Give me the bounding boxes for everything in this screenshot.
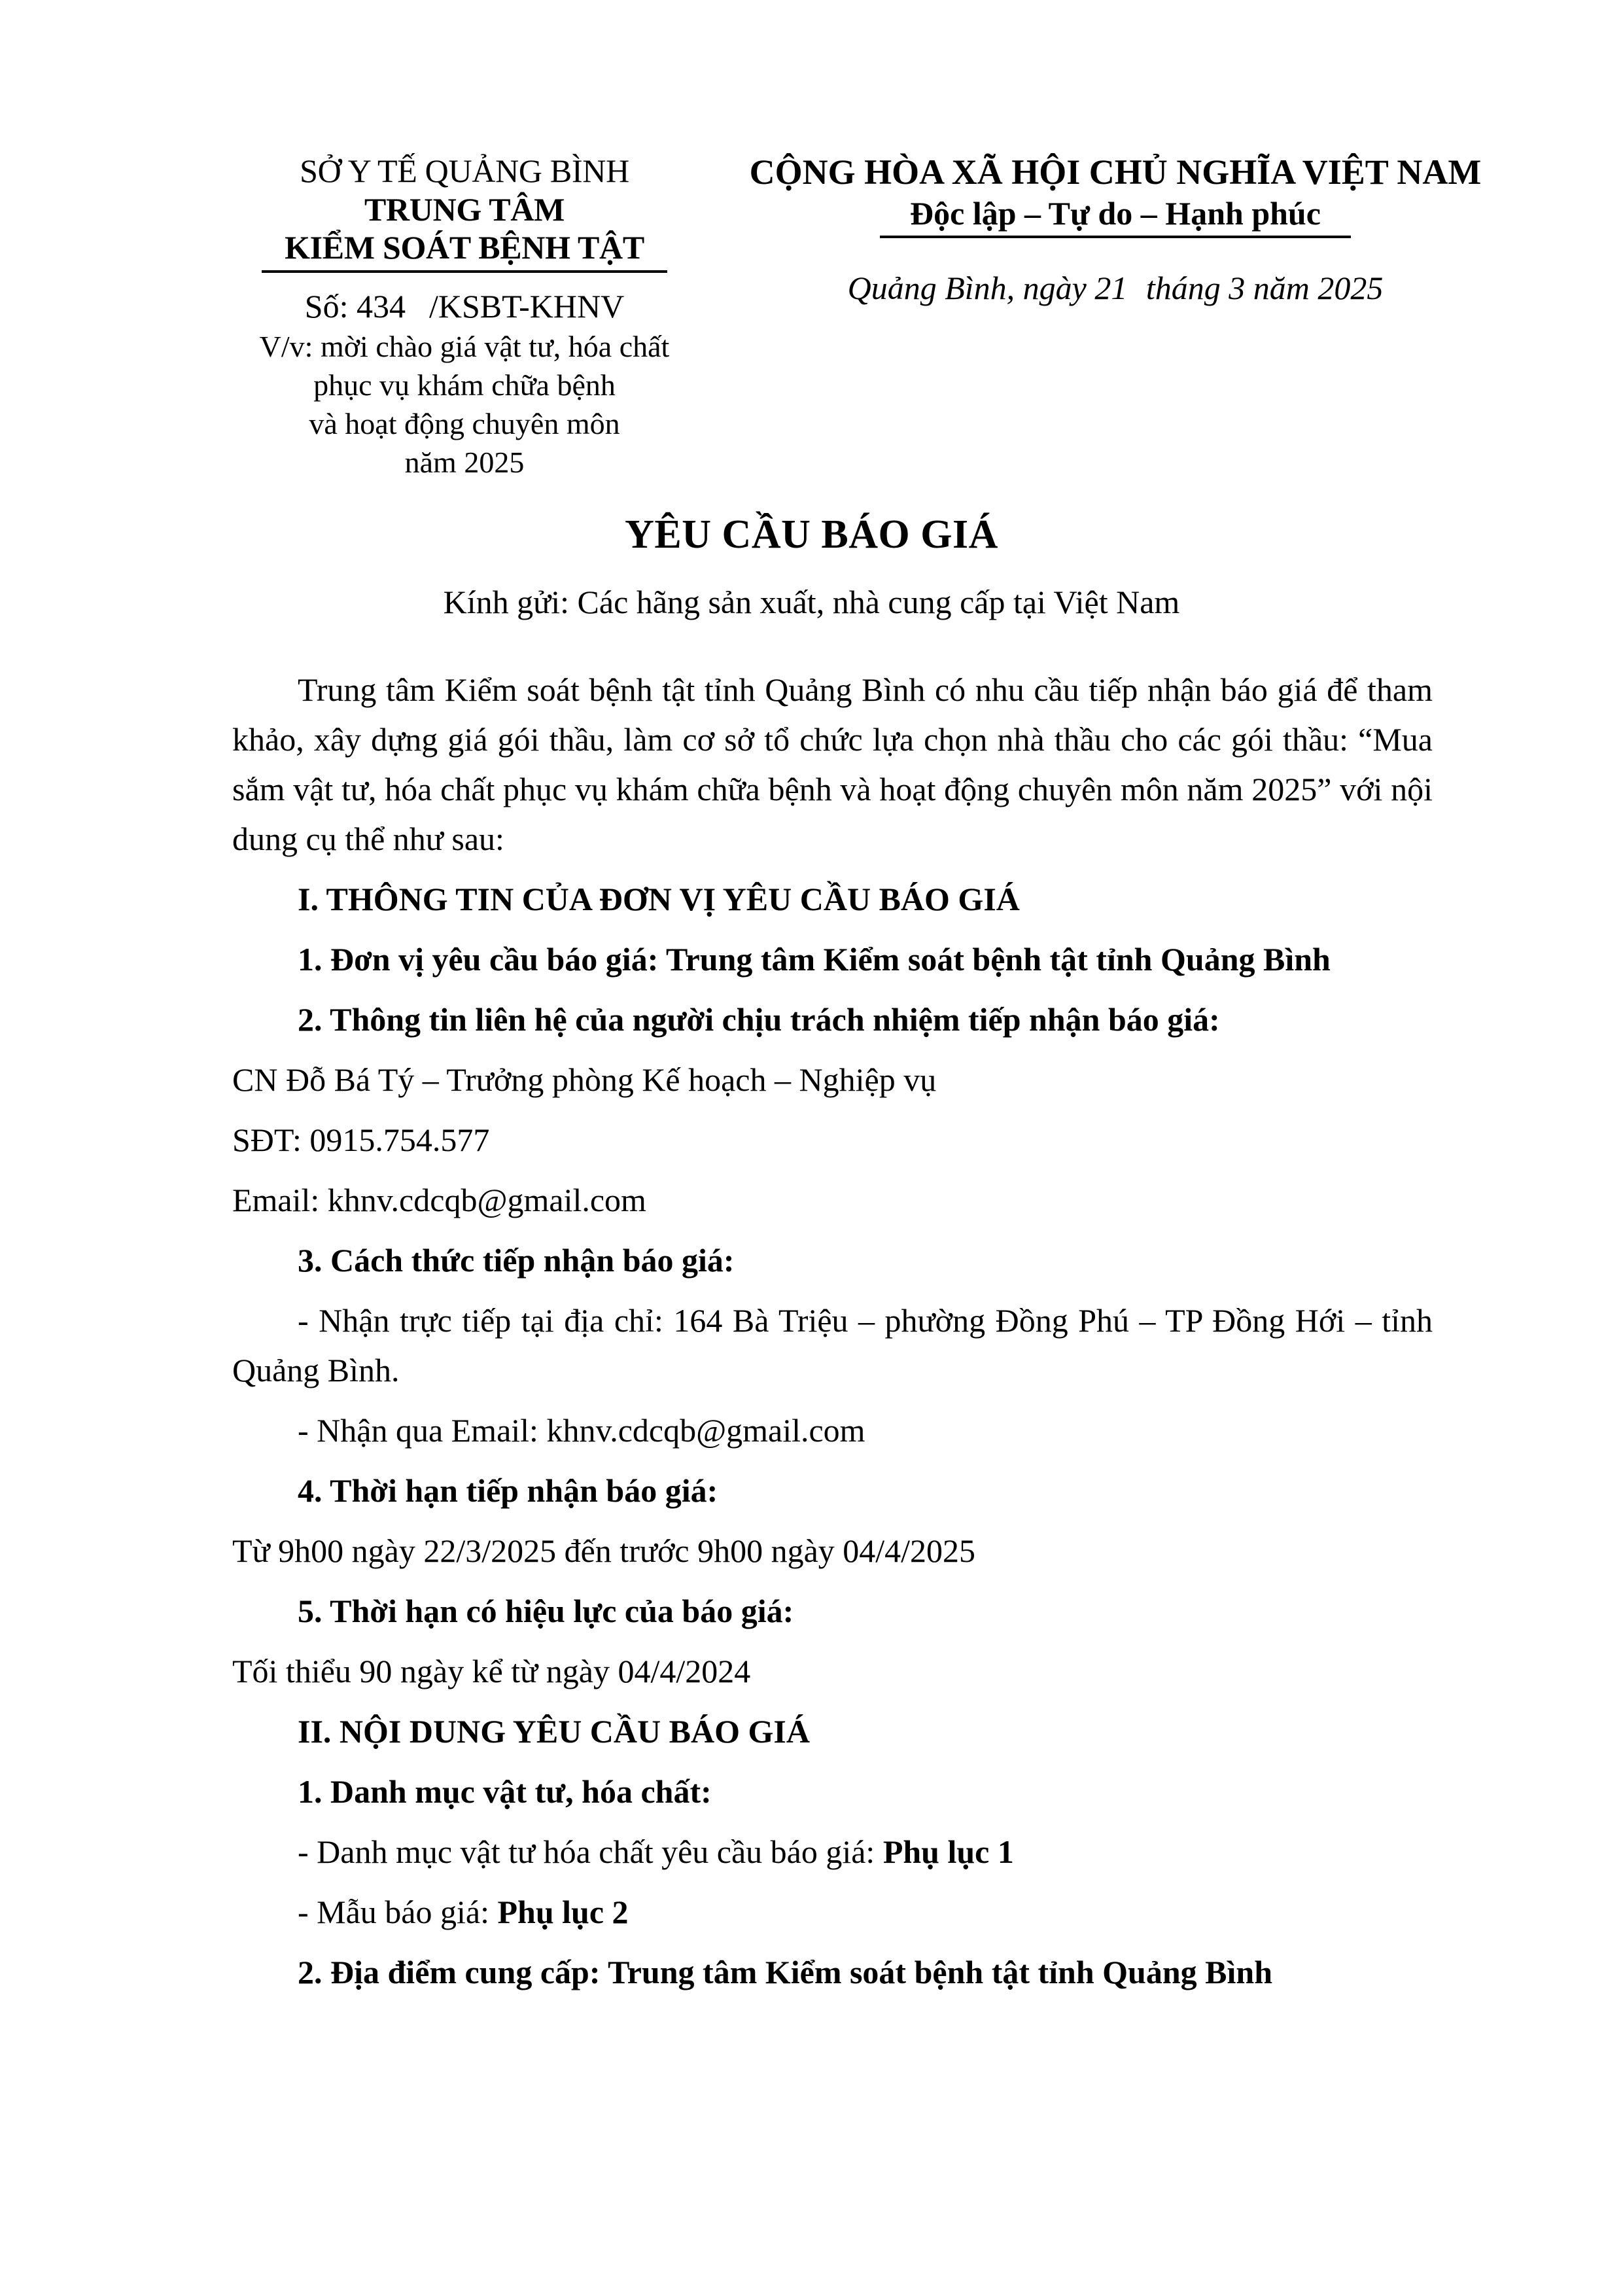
appendix-2-line	[232, 1887, 1433, 1937]
organization-underline-rule	[262, 270, 667, 273]
organization-name-line-2: KIỂM SOÁT BỆNH TẬT	[285, 229, 644, 266]
document-header	[0, 152, 1623, 482]
organization-name-line-1: TRUNG TÂM	[364, 190, 565, 228]
date-year: 2025	[1318, 269, 1384, 306]
section-1-item-3: 3. Cách thức tiếp nhận báo giá:	[298, 1242, 735, 1279]
subject-line-1: V/v: mời chào giá vật tư, hóa chất	[259, 330, 670, 363]
appendix-2-label: - Mẫu báo giá:	[298, 1894, 498, 1930]
national-motto: Độc lập – Tự do – Hạnh phúc	[910, 194, 1321, 232]
section-2-item-2: 2. Địa điểm cung cấp: Trung tâm Kiểm soát bệnh tật tỉnh Quảng Bình	[298, 1954, 1273, 1990]
place-and-date	[739, 268, 1492, 308]
date-day: 21	[1094, 269, 1128, 306]
section-2-item-1: 1. Danh mục vật tư, hóa chất:	[298, 1773, 712, 1810]
receipt-method-in-person: - Nhận trực tiếp tại địa chỉ: 164 Bà Triệu – phường Đồng Phú – TP Đồng Hới – tỉnh Quảng Bình.	[232, 1302, 1433, 1388]
page-title: YÊU CẦU BÁO GIÁ	[625, 512, 998, 557]
section-1-item-2: 2. Thông tin liên hệ của người chịu trách nhiệm tiếp nhận báo giá:	[298, 1001, 1220, 1038]
document-number-prefix: Số:	[304, 287, 349, 325]
contact-phone: SĐT: 0915.754.577	[232, 1122, 490, 1158]
contact-email: Email: khnv.cdcqb@gmail.com	[232, 1182, 646, 1218]
parent-organization-name: SỞ Y TẾ QUẢNG BÌNH	[300, 152, 629, 189]
document-number-suffix: /KSBT-KHNV	[429, 287, 625, 325]
subject-line-3: và hoạt động chuyên môn	[309, 406, 620, 440]
submission-deadline-value: Từ 9h00 ngày 22/3/2025 đến trước 9h00 ngày 04/4/2025	[232, 1532, 976, 1569]
section-1-heading: I. THÔNG TIN CỦA ĐƠN VỊ YÊU CẦU BÁO GIÁ	[298, 881, 1020, 917]
country-name: CỘNG HÒA XÃ HỘI CHỦ NGHĨA VIỆT NAM	[749, 152, 1482, 192]
date-month-label: tháng 3 năm	[1145, 269, 1310, 306]
appendix-1-line	[232, 1827, 1433, 1877]
appendix-1-reference: Phụ lục 1	[882, 1833, 1014, 1870]
appendix-1-label: - Danh mục vật tư hóa chất yêu cầu báo giá:	[298, 1833, 883, 1870]
section-1-item-1: 1. Đơn vị yêu cầu báo giá: Trung tâm Kiểm soát bệnh tật tỉnh Quảng Bình	[298, 941, 1331, 978]
addressee-line: Kính gửi: Các hãng sản xuất, nhà cung cấp tại Việt Nam	[443, 584, 1180, 621]
document-body	[232, 665, 1433, 2007]
national-motto-underline-rule	[880, 236, 1351, 238]
section-1-item-5: 5. Thời hạn có hiệu lực của báo giá:	[298, 1593, 794, 1629]
title-block	[0, 510, 1623, 622]
section-1-item-4: 4. Thời hạn tiếp nhận báo giá:	[298, 1472, 718, 1509]
receipt-method-email: - Nhận qua Email: khnv.cdcqb@gmail.com	[298, 1412, 865, 1449]
section-2-heading: II. NỘI DUNG YÊU CẦU BÁO GIÁ	[298, 1713, 810, 1750]
subject-line-2: phục vụ khám chữa bệnh	[313, 368, 616, 402]
place-label: Quảng Bình, ngày	[847, 269, 1087, 306]
document-number-value: 434	[357, 287, 406, 325]
subject-reference-block	[196, 328, 733, 482]
issuing-organization-block	[196, 152, 733, 482]
document-number	[196, 286, 733, 327]
contact-person-name: CN Đỗ Bá Tý – Trưởng phòng Kế hoạch – Nghiệp vụ	[232, 1061, 937, 1098]
subject-line-4: năm 2025	[404, 445, 525, 479]
intro-paragraph: Trung tâm Kiểm soát bệnh tật tỉnh Quảng Bình có nhu cầu tiếp nhận báo giá để tham khảo, xây dựng giá gói thầu, làm cơ sở tổ chức lựa chọn nhà thầu cho các gói thầu: “Mua sắm vật tư, hóa chất phục vụ khám chữa bệnh và hoạt động chuyên môn năm 2025” với nội dung cụ thể như sau:	[232, 671, 1433, 857]
quote-validity-value: Tối thiểu 90 ngày kể từ ngày 04/4/2024	[232, 1653, 751, 1689]
national-heading-block	[739, 152, 1492, 308]
appendix-2-reference: Phụ lục 2	[497, 1894, 629, 1930]
